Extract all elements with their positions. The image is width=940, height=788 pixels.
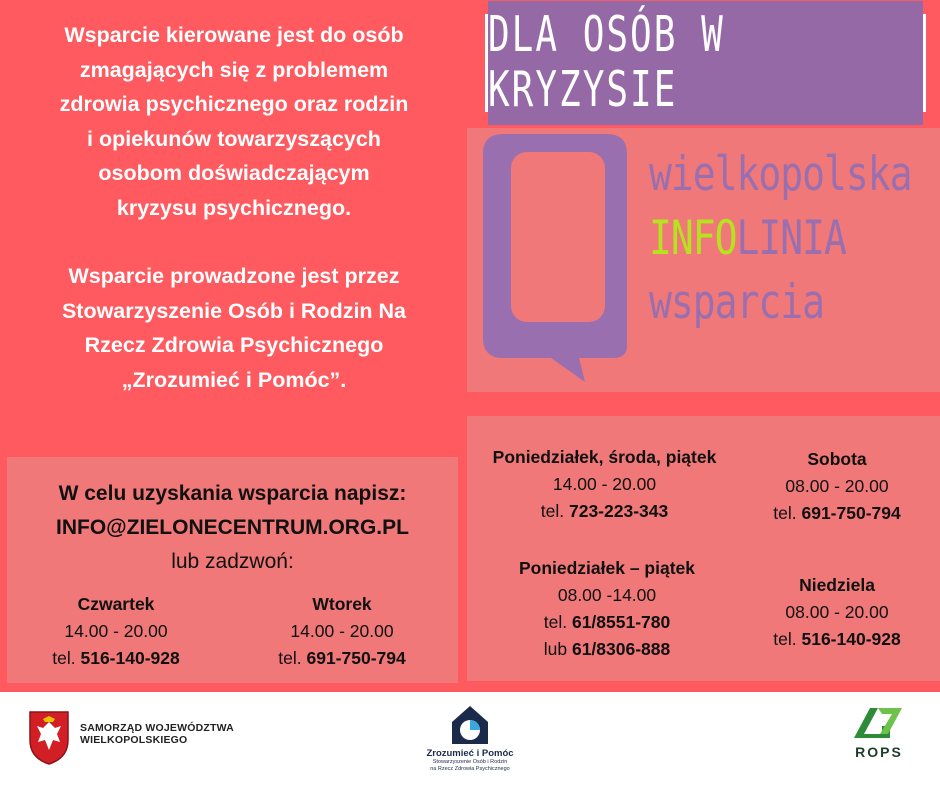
write-label: W celu uzyskania wsparcia napisz: — [58, 482, 407, 505]
footer — [0, 692, 940, 788]
hours: 08.00 - 20.00 — [785, 602, 889, 622]
org-sub-2: na Rzecz Zdrowia Psychicznego — [430, 766, 510, 772]
org-name: Zrozumieć i Pomóc — [426, 748, 514, 759]
intro-line: „Zrozumieć i Pomóc”. — [121, 367, 347, 392]
intro-line: i opiekunów towarzyszących — [87, 126, 381, 151]
phone-number[interactable]: 516-140-928 — [80, 648, 180, 668]
intro-line: Rzecz Zdrowia Psychicznego — [84, 333, 384, 357]
tel-prefix: tel. — [540, 501, 565, 521]
day-title: Poniedziałek – piątek — [518, 558, 696, 578]
schedule-thursday — [21, 591, 211, 672]
brand-linia: LINIA — [736, 210, 846, 265]
schedule-mon-fri — [487, 555, 727, 663]
phone-number[interactable]: 723-223-343 — [568, 501, 669, 521]
intro-line: osobom doświadczającym — [98, 161, 370, 185]
hours: 14.00 - 20.00 — [64, 621, 168, 641]
schedule-tuesday — [247, 591, 437, 672]
gov-line-2: WIELKOPOLSKIEGO — [80, 734, 188, 746]
day-title: Czwartek — [77, 594, 155, 614]
crisis-banner — [485, 7, 926, 119]
contact-panel — [7, 457, 458, 683]
day-title: Sobota — [807, 449, 867, 469]
hours: 08.00 -14.00 — [557, 585, 657, 605]
schedule-saturday — [747, 446, 927, 527]
phone-bubble-icon — [481, 132, 631, 382]
intro-text — [0, 18, 468, 397]
hours: 14.00 - 20.00 — [290, 621, 394, 641]
rops-label: ROPS — [855, 744, 903, 760]
brand-line-2 — [649, 210, 846, 265]
day-title: Poniedziałek, środa, piątek — [492, 447, 717, 467]
intro-line: Wsparcie kierowane jest do osób — [64, 23, 404, 47]
schedule-mon-wed-fri — [467, 444, 742, 525]
day-title: Wtorek — [312, 594, 372, 614]
gov-label — [80, 722, 234, 746]
or-call-label: lub zadzwoń: — [171, 550, 294, 573]
tel-prefix: tel. — [52, 648, 76, 668]
hours-panel — [467, 416, 940, 681]
day-title: Niedziela — [799, 575, 875, 595]
infolinia-logo-panel — [467, 128, 940, 392]
rops-logo-icon — [848, 704, 906, 740]
intro-line: Wsparcie prowadzone jest przez — [68, 264, 400, 288]
phone-number[interactable]: 516-140-928 — [801, 629, 901, 649]
phone-number-alt[interactable]: 61/8306-888 — [571, 639, 671, 659]
brand-line-3: wsparcia — [649, 274, 825, 329]
tel-prefix: tel. — [278, 648, 302, 668]
crisis-banner-title: DLA OSÓB W KRYZYSIE — [488, 1, 923, 125]
intro-line: zdrowia psychicznego oraz rodzin — [59, 92, 409, 116]
org-label — [410, 748, 530, 773]
schedule-sunday — [747, 572, 927, 653]
phone-number[interactable]: 691-750-794 — [306, 648, 406, 668]
phone-number[interactable]: 691-750-794 — [801, 503, 901, 523]
tel-prefix: tel. — [773, 629, 797, 649]
email-link[interactable]: INFO@ZIELONECENTRUM.ORG.PL — [56, 516, 409, 539]
tel-prefix: tel. — [773, 503, 797, 523]
hours: 14.00 - 20.00 — [552, 474, 657, 494]
coat-of-arms-icon — [28, 710, 70, 766]
gov-line-1: SAMORZĄD WOJEWÓDZTWA — [80, 722, 234, 734]
house-logo-icon — [450, 704, 490, 746]
alt-prefix: lub — [543, 639, 568, 659]
phone-number[interactable]: 61/8551-780 — [571, 612, 671, 632]
hours: 08.00 - 20.00 — [785, 476, 889, 496]
brand-info: INFO — [649, 210, 737, 265]
brand-line-1: wielkopolska — [649, 146, 912, 201]
org-sub-1: Stowarzyszenie Osób i Rodzin — [432, 759, 508, 765]
intro-line: kryzysu psychicznego. — [116, 195, 352, 220]
intro-line: Stowarzyszenie Osób i Rodzin Na — [61, 298, 407, 323]
tel-prefix: tel. — [543, 612, 568, 632]
intro-line: zmagających się z problemem — [79, 57, 389, 82]
